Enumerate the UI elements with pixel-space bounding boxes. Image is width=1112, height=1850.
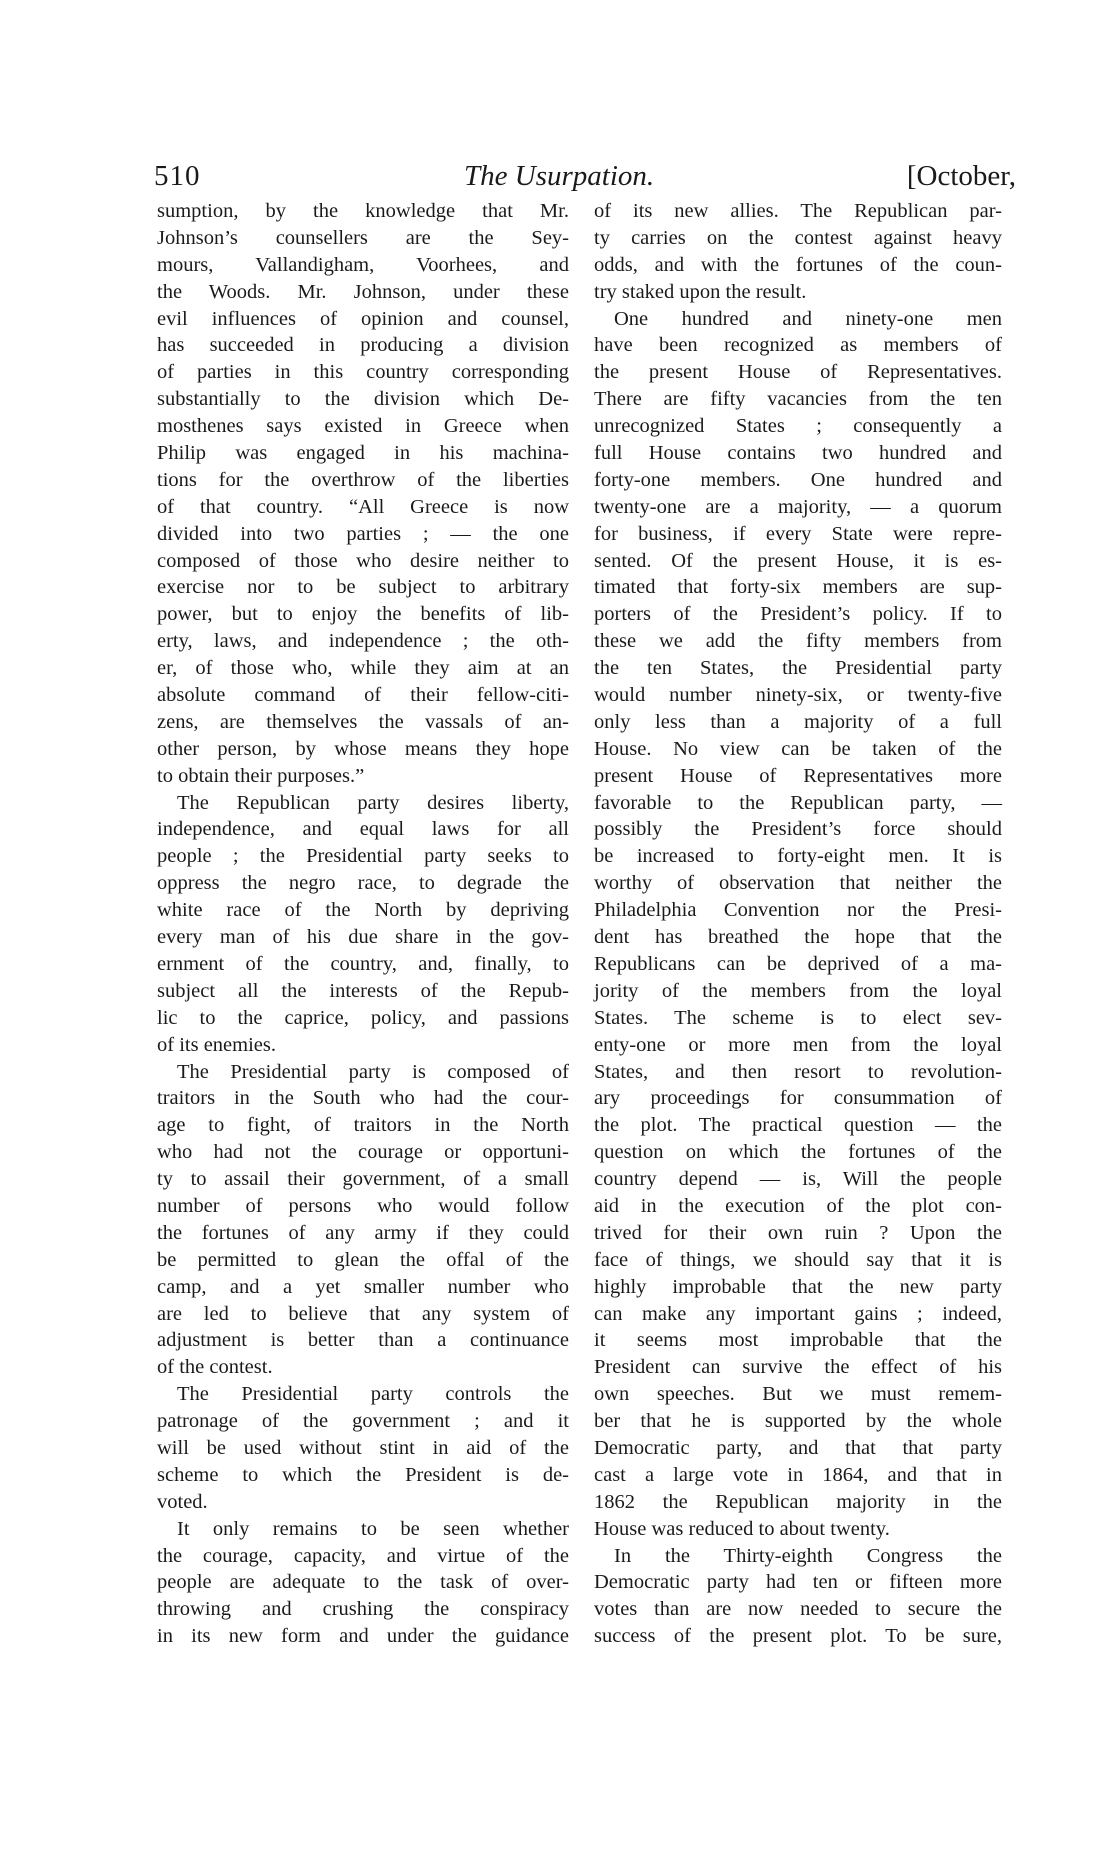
text-line: the plot. The practical question — the [594, 1114, 1002, 1137]
text-line: ernment of the country, and, finally, to [157, 952, 569, 975]
text-line: House. No view can be taken of the [594, 737, 1002, 760]
text-line: white race of the North by depriving [157, 899, 569, 922]
text-line: the present House of Representatives. [594, 361, 1002, 384]
text-line: twenty-one are a majority, — a quorum [594, 495, 1002, 518]
text-line: worthy of observation that neither the [594, 872, 1002, 895]
text-line: ary proceedings for consummation of [594, 1087, 1002, 1110]
text-line: erty, laws, and independence ; the oth- [157, 630, 569, 653]
text-line: Philip was engaged in his machina- [157, 442, 569, 465]
text-line: States. The scheme is to elect sev- [594, 1006, 1002, 1029]
text-line: sented. Of the present House, it is es- [594, 549, 1002, 572]
text-line: enty-one or more men from the loyal [594, 1033, 1002, 1056]
text-line: can make any important gains ; indeed, [594, 1302, 1002, 1325]
text-line: The Republican party desires liberty, [177, 791, 569, 814]
text-line: substantially to the division which De- [157, 388, 569, 411]
text-line: who had not the courage or opportuni- [157, 1141, 569, 1164]
text-line: possibly the President’s force should [594, 818, 1002, 841]
text-line: The Presidential party controls the [177, 1383, 569, 1406]
text-line: divided into two parties ; — the one [157, 522, 569, 545]
text-line: to obtain their purposes.” [157, 764, 365, 787]
text-line: of parties in this country corresponding [157, 361, 569, 384]
text-line: evil influences of opinion and counsel, [157, 307, 569, 330]
text-line: have been recognized as members of [594, 334, 1002, 357]
text-line: full House contains two hundred and [594, 442, 1002, 465]
text-line: other person, by whose means they hope [157, 737, 569, 760]
text-line: porters of the President’s policy. If to [594, 603, 1002, 626]
running-head [154, 160, 1016, 200]
text-line: independence, and equal laws for all [157, 818, 569, 841]
text-line: exercise nor to be subject to arbitrary [157, 576, 569, 599]
text-line: of that country. “All Greece is now [157, 495, 569, 518]
text-line: zens, are themselves the vassals of an- [157, 710, 569, 733]
text-line: States, and then resort to revolution- [594, 1060, 1002, 1083]
text-line: success of the present plot. To be sure, [594, 1625, 1002, 1648]
text-line: try staked upon the result. [594, 280, 807, 303]
text-line: face of things, we should say that it is [594, 1248, 1002, 1271]
text-line: adjustment is better than a continuance [157, 1329, 569, 1352]
text-line: the fortunes of any army if they could [157, 1221, 569, 1244]
text-line: it seems most improbable that the [594, 1329, 1002, 1352]
text-line: patronage of the government ; and it [157, 1410, 569, 1433]
text-line: scheme to which the President is de- [157, 1463, 569, 1486]
text-line: be permitted to glean the offal of the [157, 1248, 569, 1271]
text-line: Republicans can be deprived of a ma- [594, 952, 1002, 975]
text-line: timated that forty-six members are sup- [594, 576, 1002, 599]
text-line: be increased to forty-eight men. It is [594, 845, 1002, 868]
text-line: voted. [157, 1490, 208, 1513]
text-line: traitors in the South who had the cour- [157, 1087, 569, 1110]
text-line: camp, and a yet smaller number who [157, 1275, 569, 1298]
text-line: mours, Vallandigham, Voorhees, and [157, 253, 569, 276]
text-line: every man of his due share in the gov- [157, 926, 569, 949]
right-column [594, 198, 1002, 1650]
text-line: country depend — is, Will the people [594, 1168, 1002, 1191]
text-line: ber that he is supported by the whole [594, 1410, 1002, 1433]
text-line: for business, if every State were repre- [594, 522, 1002, 545]
text-line: jority of the members from the loyal [594, 979, 1002, 1002]
text-line: ty carries on the contest against heavy [594, 226, 1002, 249]
text-line: One hundred and ninety-one men [614, 307, 1002, 330]
page-number: 510 [154, 160, 201, 192]
text-line: people are adequate to the task of over- [157, 1571, 569, 1594]
text-line: forty-one members. One hundred and [594, 468, 1002, 491]
text-line: power, but to enjoy the benefits of lib- [157, 603, 569, 626]
text-line: lic to the caprice, policy, and passions [157, 1006, 569, 1029]
text-line: these we add the fifty members from [594, 630, 1002, 653]
text-line: President can survive the effect of his [594, 1356, 1002, 1379]
text-line: number of persons who would follow [157, 1194, 569, 1217]
left-column [157, 198, 569, 1650]
text-line: unrecognized States ; consequently a [594, 415, 1002, 438]
text-line: House was reduced to about twenty. [594, 1517, 890, 1540]
text-line: aid in the execution of the plot con- [594, 1194, 1002, 1217]
text-line: Democratic party, and that that party [594, 1436, 1002, 1459]
running-title: The Usurpation. [464, 160, 655, 192]
text-line: Democratic party had ten or fifteen more [594, 1571, 1002, 1594]
text-line: only less than a majority of a full [594, 710, 1002, 733]
text-line: cast a large vote in 1864, and that in [594, 1463, 1002, 1486]
text-line: oppress the negro race, to degrade the [157, 872, 569, 895]
text-line: the Woods. Mr. Johnson, under these [157, 280, 569, 303]
text-line: has succeeded in producing a division [157, 334, 569, 357]
text-line: dent has breathed the hope that the [594, 926, 1002, 949]
text-line: mosthenes says existed in Greece when [157, 415, 569, 438]
text-line: composed of those who desire neither to [157, 549, 569, 572]
text-line: In the Thirty-eighth Congress the [614, 1544, 1002, 1567]
text-line: people ; the Presidential party seeks to [157, 845, 569, 868]
text-line: There are fifty vacancies from the ten [594, 388, 1002, 411]
text-line: of its enemies. [157, 1033, 276, 1056]
text-line: votes than are now needed to secure the [594, 1598, 1002, 1621]
text-line: absolute command of their fellow-citi- [157, 684, 569, 707]
text-line: the ten States, the Presidential party [594, 657, 1002, 680]
text-line: sumption, by the knowledge that Mr. [157, 200, 569, 222]
running-month: [October, [906, 160, 1016, 192]
text-line: highly improbable that the new party [594, 1275, 1002, 1298]
text-line: present House of Representatives more [594, 764, 1002, 787]
text-line: would number ninety-six, or twenty-five [594, 684, 1002, 707]
text-line: question on which the fortunes of the [594, 1141, 1002, 1164]
text-line: Philadelphia Convention nor the Presi- [594, 899, 1002, 922]
text-line: subject all the interests of the Repub- [157, 979, 569, 1002]
text-line: odds, and with the fortunes of the coun- [594, 253, 1002, 276]
text-line: age to fight, of traitors in the North [157, 1114, 569, 1137]
text-line: trived for their own ruin ? Upon the [594, 1221, 1002, 1244]
text-line: favorable to the Republican party, — [594, 791, 1002, 814]
text-line: of its new allies. The Republican par- [594, 200, 1002, 222]
text-line: in its new form and under the guidance [157, 1625, 569, 1648]
text-line: are led to believe that any system of [157, 1302, 569, 1325]
text-line: ty to assail their government, of a small [157, 1168, 569, 1191]
text-line: Johnson’s counsellers are the Sey- [157, 226, 569, 249]
text-line: The Presidential party is composed of [177, 1060, 569, 1083]
text-line: will be used without stint in aid of the [157, 1436, 569, 1459]
text-line: er, of those who, while they aim at an [157, 657, 569, 680]
text-line: throwing and crushing the conspiracy [157, 1598, 569, 1621]
text-line: tions for the overthrow of the liberties [157, 468, 569, 491]
text-line: It only remains to be seen whether [177, 1517, 569, 1540]
text-line: own speeches. But we must remem- [594, 1383, 1002, 1406]
text-line: 1862 the Republican majority in the [594, 1490, 1002, 1513]
text-line: the courage, capacity, and virtue of the [157, 1544, 569, 1567]
text-line: of the contest. [157, 1356, 273, 1379]
